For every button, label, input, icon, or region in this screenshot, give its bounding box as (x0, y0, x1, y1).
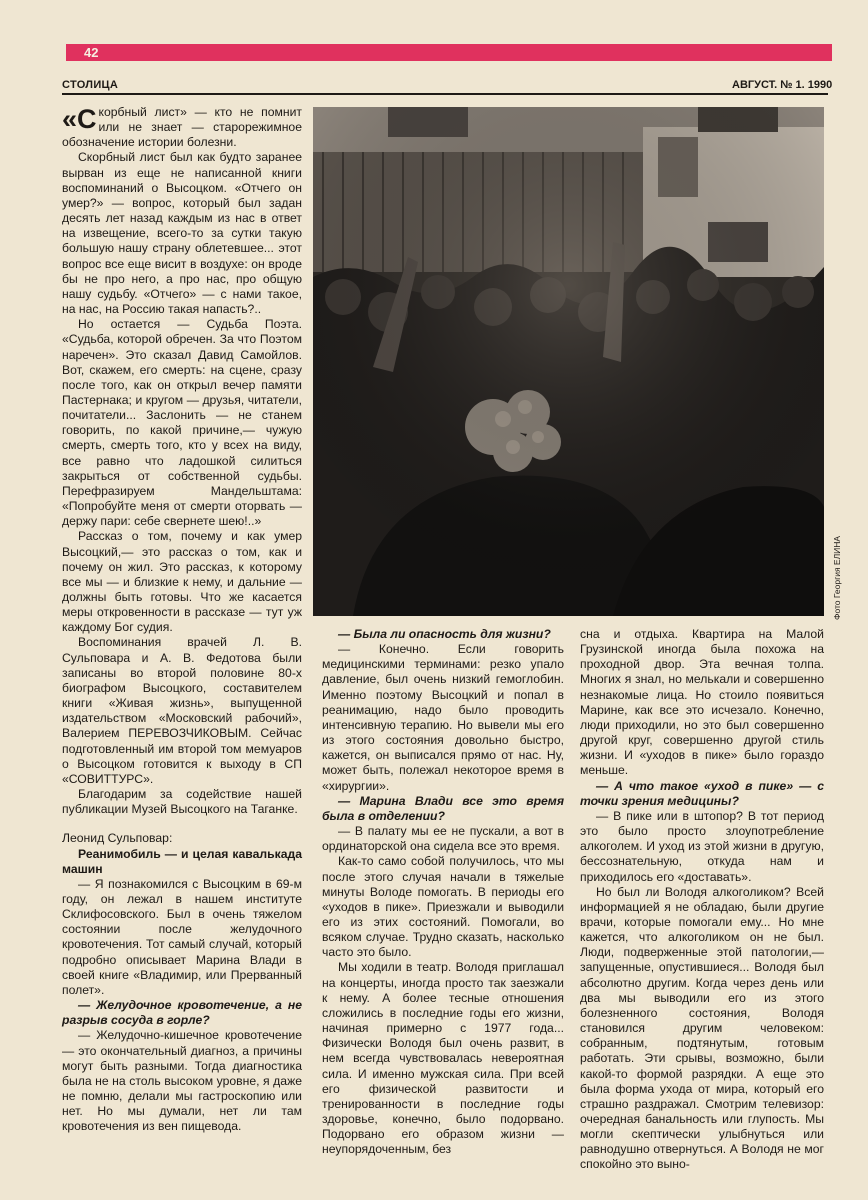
paragraph: — Конечно. Если говорить медицинскими терминами: резко упало давление, был очень низкий гемоглобин. Именно поэтому Высоцкий и попал в реанимацию, надо было проводить интенсивную терапию. Но вывели мы его из этого состояния довольно быстро, кажется, он выписался прямо от нас. Ну, может быть, полежал некоторое время в «хирургии». (322, 642, 564, 793)
drop-cap: «С (62, 104, 97, 134)
paragraph: Рассказ о том, почему и как умер Высоцкий,— это рассказ о том, как и почему он жил. Это рассказ, к которому все мы — и близкие к нему, и дальние — должны быть готовы. Что же касается меры откровенности в рассказе — тут уж каждому Бог судия. (62, 529, 302, 635)
intro-paragraph: «Скорбный лист» — кто не помнит или не знает — старорежимное обозначение истории болезни. (62, 104, 302, 150)
subheading: Реанимобиль — и целая кавалькада машин (62, 846, 302, 876)
paragraph: Как-то само собой получилось, что мы после этого случая начали в тяжелые минуты Володе помогать. В периоды его «уходов в пике». Приезжали и выводили его из этих состояний. Помогали, во всяком случае. Трудно сказать, насколько часто это было. (322, 854, 564, 960)
issue-date: АВГУСТ. № 1. 1990 (732, 79, 833, 91)
interview-question: — Была ли опасность для жизни? (338, 627, 551, 641)
column-right (580, 627, 824, 1173)
paragraph: — Я познакомился с Высоцким в 69-м году, он лежал в нашем институте Склифосовского. Был в очень тяжелом состоянии после желудочного кровотечения. Тот самый случай, который подробно описывает Марина Влади в своей книге «Владимир, или Прерванный полет». (62, 876, 302, 997)
paragraph: Воспоминания врачей Л. В. Сульповара и А. В. Федотова были записаны во второй половине 80-х биографом Высоцкого, составителем книги «Живая жизнь», выпущенной издательством «Московский рабочий», Валерием ПЕРЕВОЗЧИКОВЫМ. Сейчас подготовленный им второй том мемуаров о Высоцком готовится к выходу в СП «СОВИТТУРС». (62, 635, 302, 786)
paragraph: Но остается — Судьба Поэта. «Судьба, которой обречен. За что Поэтом наречен». Это сказал Давид Самойлов. Вот, скажем, его смерть: на сцене, сразу после того, как он открыл вечер памяти Пастернака; и кругом — друзья, читатели, почитатели... Заслонить — не станем говорить, по какой причине,— чужую смерть, смерть того, кто у всех на виду, все равно что ладошкой силиться закрыться от собственной судьбы. Перефразируем Мандельштама: «Попробуйте меня от смерти оторвать — держу пари: себе свернете шею!..» (62, 317, 302, 529)
paragraph: — В палату мы ее не пускали, а вот в ординаторской она сидела все это время. (322, 824, 564, 854)
interview-question: — Желудочное кровотечение, а не разрыв сосуда в горле? (62, 998, 302, 1028)
column-left (62, 105, 302, 1134)
paragraph: — В пике или в штопор? В тот период это было просто злоупотребление алкоголем. И уход из этой жизни в другую, бессознательную, откуда нам и приходилось его «доставать». (580, 808, 824, 884)
interview-question: — А что такое «уход в пике» — с точки зрения медицины? (580, 778, 824, 808)
author-line: Леонид Сульповар: (62, 831, 173, 846)
column-middle (322, 627, 564, 1157)
paragraph: Но был ли Володя алкоголиком? Всей информацией я не обладаю, были другие врачи, которые помогали ему... Но мне кажется, что алкоголиком он не был. Люди, подверженные этой патологии,— запущенные, опустившиеся... Володя был абсолютно другим. Когда через день или два мы выводили его из этого болезненного состояния, Володя становился другим человеком: собранным, подтянутым, готовым работать. Эти срывы, возможно, были какой-то формой разрядки. А еще это была форма ухода от мира, который его страшно раздражал. Смотрим телевизор: очередная банальность или глупость. Мы могли скептически улыбнуться или равнодушно отвернуться. А Володя не мог спокойно это выно- (580, 884, 824, 1172)
page-number: 42 (84, 45, 99, 60)
paragraph: — Желудочно-кишечное кровотечение — это окончательный диагноз, а причины могут быть разными. Тогда диагностика была не на столь высоком уровне, я даже не помню, делали мы гастроскопию или нет. Но мы думали, нет ли там кровотечения из вен пищевода. (62, 1028, 302, 1134)
paragraph: сна и отдыха. Квартира на Малой Грузинской иногда была похожа на проходной двор. Эта вечная толпа. Многих я знал, но мелькали и совершенно незнакомые лица. Но стоило появиться Марине, как все это исчезало. Конечно, люди приходили, но это был совершенно другой круг, совершенно другой стиль жизни. И «уходов в пике» было гораздо меньше. (580, 627, 824, 778)
section-title: СТОЛИЦА (62, 79, 119, 91)
crowd-photograph (313, 107, 824, 616)
interview-question: — Марина Влади все это время была в отделении? (322, 793, 564, 823)
paragraph: Мы ходили в театр. Володя приглашал на концерты, иногда просто так заезжали к нему. А более тесные отношения сложились в последние годы его жизни, начиная примерно с 1977 года... Физически Володя был очень развит, в нем всегда чувствовалась невероятная сила. И именно мужская сила. При всей его физической развитости и тренированности в последние годы здоровье, конечно, было подорвано. Подорвано его образом жизни — неупорядоченным, без (322, 960, 564, 1157)
header-rule (62, 93, 828, 95)
photo-illustration (313, 107, 824, 616)
photo-credit: Фото Георгия ЕЛИНА (832, 535, 842, 620)
paragraph: Скорбный лист был как будто заранее вырван из еще не написанной книги воспоминаний о Высоцком. «Отчего он умер?» — вопрос, который был задан десять лет назад каждым из нас в ответ на извещение, всего-то за сутки такую большую нашу страну облетевшее... этот вопрос все еще висит в воздухе: он вроде бы не про него, а про нас, про общую нашу судьбу. «Отчего» — с нами такое, на нас, на Россию такая напасть?.. (62, 150, 302, 317)
header-color-bar (66, 44, 832, 61)
paragraph: Благодарим за содействие нашей публикации Музей Высоцкого на Таганке. (62, 787, 302, 817)
